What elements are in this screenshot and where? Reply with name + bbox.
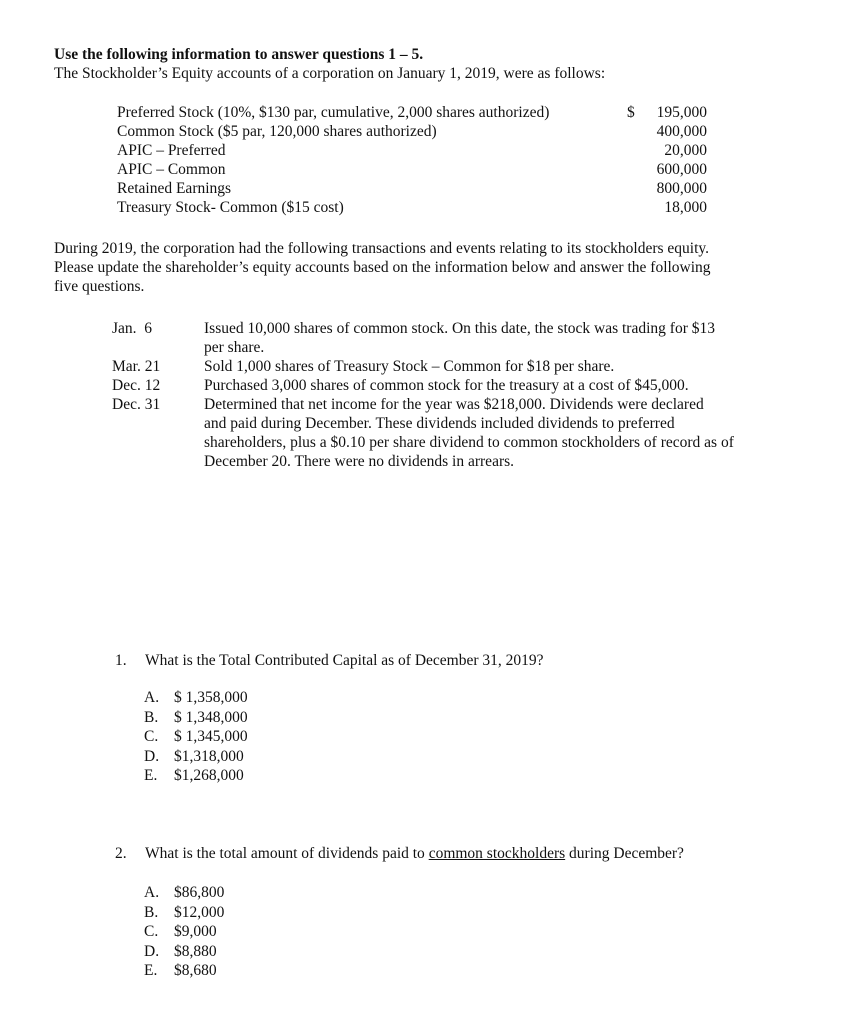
transaction-date: Dec. 12: [112, 377, 161, 394]
option-letter: B.: [144, 708, 159, 726]
transaction-description: [204, 357, 804, 376]
transaction-description: [204, 376, 804, 395]
account-label: Common Stock ($5 par, 120,000 shares authorized): [117, 123, 437, 140]
paragraph-line: During 2019, the corporation had the following transactions and events relating to its stockholders equity.: [54, 240, 710, 257]
equity-accounts-table: [117, 103, 717, 217]
account-amount: 18,000: [664, 199, 707, 216]
option-text: $1,318,000: [174, 747, 244, 765]
account-label: Treasury Stock- Common ($15 cost): [117, 199, 344, 216]
answer-option[interactable]: [144, 727, 248, 747]
account-row: [117, 103, 717, 122]
option-text: $12,000: [174, 903, 225, 921]
transactions-intro-paragraph: [54, 239, 794, 296]
account-label: APIC – Preferred: [117, 142, 226, 159]
transaction-date: Dec. 31: [112, 396, 161, 413]
account-amount: 800,000: [656, 180, 707, 197]
option-text: $8,880: [174, 942, 217, 960]
option-text: $ 1,345,000: [174, 728, 248, 745]
description-line: shareholders, plus a $0.10 per share dividend to common stockholders of record as of: [204, 434, 734, 451]
description-line: Issued 10,000 shares of common stock. On this date, the stock was trading for $13: [204, 320, 715, 337]
transaction-row: [112, 376, 812, 395]
question-2: [115, 844, 684, 863]
account-amount: 600,000: [656, 161, 707, 178]
answer-option[interactable]: [144, 688, 248, 708]
account-label: Retained Earnings: [117, 180, 232, 197]
account-amount: 20,000: [664, 142, 707, 159]
paragraph-line: Please update the shareholder’s equity accounts based on the information below and answer the following: [54, 259, 711, 276]
answer-option[interactable]: [144, 942, 224, 962]
transaction-row: [112, 395, 812, 471]
answer-option[interactable]: [144, 922, 224, 942]
answer-option[interactable]: [144, 766, 248, 786]
account-amount: 195,000: [656, 104, 707, 121]
account-amount: 400,000: [656, 123, 707, 140]
answer-option[interactable]: [144, 903, 224, 923]
option-letter: A.: [144, 884, 160, 901]
instructions-text: The Stockholder’s Equity accounts of a corporation on January 1, 2019, were as follows:: [54, 65, 606, 82]
description-line: Sold 1,000 shares of Treasury Stock – Common for $18 per share.: [204, 358, 615, 375]
question-1: [115, 651, 544, 670]
option-letter: C.: [144, 923, 159, 940]
option-text: $8,680: [174, 962, 217, 979]
option-letter: E.: [144, 767, 158, 784]
description-line: Determined that net income for the year was $218,000. Dividends were declared: [204, 396, 704, 413]
account-row: [117, 198, 717, 217]
question-text-underlined: common stockholders: [428, 845, 566, 862]
question-text: during December?: [565, 845, 684, 862]
transaction-description: [204, 319, 804, 357]
answer-option[interactable]: [144, 747, 248, 767]
description-line: and paid during December. These dividends included dividends to preferred: [204, 415, 675, 432]
question-text: What is the Total Contributed Capital as of December 31, 2019?: [145, 652, 544, 669]
option-text: $ 1,348,000: [174, 708, 248, 726]
option-letter: E.: [144, 962, 158, 979]
option-text: $1,268,000: [174, 767, 244, 784]
description-line: December 20. There were no dividends in arrears.: [204, 453, 515, 470]
option-text: $ 1,358,000: [174, 689, 248, 706]
option-letter: C.: [144, 728, 159, 745]
paragraph-line: five questions.: [54, 278, 145, 295]
question-2-options: [144, 883, 224, 981]
account-label: APIC – Common: [117, 161, 226, 178]
question-text: What is the total amount of dividends paid to: [145, 845, 429, 862]
option-letter: D.: [144, 942, 160, 960]
option-text: $86,800: [174, 884, 225, 901]
account-row: [117, 141, 717, 160]
option-letter: B.: [144, 903, 159, 921]
transaction-date: Mar. 21: [112, 358, 161, 375]
account-row: [117, 160, 717, 179]
question-number: 1.: [115, 652, 127, 669]
instructions-heading: Use the following information to answer questions 1 – 5.: [54, 46, 424, 63]
transaction-row: [112, 319, 812, 357]
description-line: per share.: [204, 339, 265, 356]
transaction-date: Jan. 6: [112, 320, 153, 337]
account-row: [117, 122, 717, 141]
transactions-list: [112, 319, 812, 471]
cropped-page-title: [336, 0, 486, 4]
answer-option[interactable]: [144, 708, 248, 728]
transaction-description: [204, 395, 804, 471]
transaction-row: [112, 357, 812, 376]
question-number: 2.: [115, 845, 127, 862]
answer-option[interactable]: [144, 883, 224, 903]
account-label: Preferred Stock (10%, $130 par, cumulative, 2,000 shares authorized): [117, 104, 550, 121]
currency-symbol: $: [627, 104, 635, 121]
option-letter: D.: [144, 747, 160, 765]
description-line: Purchased 3,000 shares of common stock for the treasury at a cost of $45,000.: [204, 377, 689, 394]
answer-option[interactable]: [144, 961, 224, 981]
option-letter: A.: [144, 689, 160, 706]
option-text: $9,000: [174, 923, 217, 940]
account-row: [117, 179, 717, 198]
question-1-options: [144, 688, 248, 786]
